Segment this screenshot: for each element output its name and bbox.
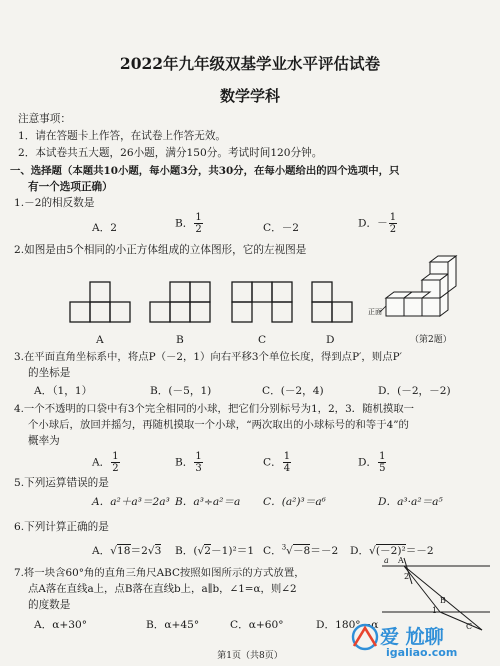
q4-line1: 4.一个不透明的口袋中有3个完全相同的小球，把它们分别标号为1，2，3．随机摸取一	[14, 403, 415, 415]
watermark-logo-icon	[348, 622, 382, 652]
q7-option-c: C．α+60°	[230, 619, 284, 631]
q6-b-prefix: B．(	[175, 545, 198, 557]
q2-label-b: B	[176, 334, 184, 346]
q7-option-a: A．α+30°	[34, 619, 88, 631]
exam-title: 2022年九年级双基学业水平评估试卷	[119, 54, 381, 73]
q5-stem: 5.下列运算错误的是	[14, 477, 109, 489]
q4-line2: 个小球后，放回并摇匀，再随机摸取一个小球，“两次取出的小球标号的和等于4”的	[28, 419, 409, 431]
q2-view-b	[150, 282, 210, 322]
q1-option-b	[175, 212, 204, 235]
q6-a-radicand2: 3	[154, 545, 162, 557]
q4-d-fraction	[378, 451, 386, 474]
watermark-text: 爱 尬聊	[380, 626, 444, 648]
notice-item-2: 2．本试卷共五大题，26小题，满分150分。考试时间120分钟。	[18, 147, 323, 159]
q4-d-num: 1	[379, 451, 386, 462]
q7-line2: 点A落在直线a上，点B落在直线b上，a∥b，∠1=α，则∠2	[28, 583, 297, 595]
q2-label-c: C	[258, 334, 267, 346]
q2-view-a	[70, 282, 130, 322]
q6-option-a: A．√18＝2√3	[92, 545, 162, 557]
q2-view-c	[232, 282, 292, 322]
q5-option-c: C．(a²)³＝a⁶	[263, 496, 326, 508]
q4-b-num: 1	[195, 451, 202, 462]
q1-b-fraction	[194, 212, 202, 235]
q3-option-c: C．(－2，4)	[262, 385, 324, 397]
q2-solid-figure	[378, 262, 468, 326]
q6-option-c: C．$^3$√－8＝－2	[263, 543, 339, 557]
q6-b-rest: －1)²＝1	[211, 545, 255, 557]
q3-option-b: B．(－5，1)	[150, 385, 212, 397]
q7-line1: 7.将一块含60°角的直角三角尺ABC按照如图所示的方式放置，	[14, 567, 305, 579]
q1-stem: 1.－2的相反数是	[14, 197, 95, 209]
notice-item-1: 1．请在答题卡上作答，在试卷上作答无效。	[18, 130, 227, 142]
q4-option-d	[358, 451, 387, 474]
q7-fig-label-a: a	[384, 556, 389, 565]
q6-a-radicand: 18	[117, 545, 131, 557]
q6-a-prefix: A．	[92, 545, 111, 557]
q4-c-num: 1	[283, 451, 291, 462]
q4-d-prefix: D．	[358, 456, 378, 469]
q7-fig-label-2: 2	[404, 572, 410, 581]
q3-option-a: A．（1，1）	[34, 385, 93, 397]
q7-fig-label-C: C	[466, 622, 473, 631]
page-footer: 第1页（共8页）	[217, 651, 283, 661]
q6-a-rest: ＝2	[130, 545, 148, 557]
q1-b-prefix: B．	[175, 217, 194, 230]
q1-d-den: 2	[389, 224, 397, 235]
q4-c-prefix: C．	[263, 456, 282, 469]
q6-b-radicand: 2	[204, 545, 212, 557]
q2-front-label: 正面	[368, 308, 382, 316]
q6-option-d: D．√(－2)²＝－2	[350, 545, 434, 557]
q2-figure-caption: （第2题）	[410, 335, 452, 345]
q4-a-fraction	[111, 451, 119, 474]
q4-option-a	[92, 451, 121, 474]
q6-d-prefix: D．	[350, 545, 370, 557]
q1-d-fraction	[389, 212, 397, 235]
q7-option-b: B．α+45°	[146, 619, 200, 631]
q4-c-fraction	[283, 451, 291, 474]
q1-b-den: 2	[195, 224, 202, 235]
q4-a-prefix: A．	[92, 456, 111, 469]
q5-option-b: B．a³÷a²＝a	[175, 496, 241, 508]
q4-a-num: 1	[112, 451, 119, 462]
subject-title: 数学学科	[219, 87, 280, 105]
q1-option-a: A．2	[92, 222, 117, 234]
q6-d-radicand: (－2)²	[375, 545, 406, 557]
q1-d-prefix: D．－	[358, 217, 388, 230]
q3-option-d: D．(－2，－2)	[378, 385, 451, 397]
q6-d-rest: ＝－2	[405, 545, 434, 557]
q1-b-num: 1	[195, 212, 202, 223]
q4-b-prefix: B．	[175, 456, 194, 469]
q3-line1: 3.在平面直角坐标系中，将点P（－2，1）向右平移3个单位长度，得到点P′，则点P′	[14, 351, 402, 363]
q2-stem: 2.如图是由5个相同的小正方体组成的立体图形，它的左视图是	[14, 244, 307, 256]
q4-d-den: 5	[379, 463, 386, 474]
q4-c-den: 4	[283, 463, 291, 474]
q4-line3: 概率为	[28, 435, 60, 447]
q6-c-radicand: －8	[292, 545, 311, 557]
watermark-url: igaliao.com	[386, 646, 458, 659]
q4-a-den: 2	[112, 463, 119, 474]
q6-c-rest: ＝－2	[310, 545, 339, 557]
q7-fig-label-1: 1	[432, 606, 438, 615]
q1-option-c: C．－2	[263, 222, 300, 234]
q2-label-d: D	[326, 334, 335, 346]
q4-b-den: 3	[195, 463, 202, 474]
q5-option-a: A．a²＋a³＝2a³	[92, 496, 170, 508]
q7-option-d: D．180°－α	[316, 619, 379, 631]
q4-option-b	[175, 451, 204, 474]
q6-stem: 6.下列计算正确的是	[14, 521, 109, 533]
q1-d-num: 1	[389, 212, 397, 223]
section-heading-line2: 有一个选项正确）	[28, 181, 113, 193]
q7-line3: 的度数是	[28, 599, 71, 611]
q6-option-b: B．(√2－1)²＝1	[175, 545, 255, 557]
q7-fig-label-B: B	[440, 596, 446, 605]
q4-option-c	[263, 451, 292, 474]
q6-c-prefix: C．	[263, 545, 282, 557]
notice-heading: 注意事项：	[18, 113, 71, 125]
q6-c-index: 3	[281, 543, 287, 552]
q2-view-d	[312, 282, 352, 322]
q7-fig-label-A: A	[398, 556, 404, 565]
q5-option-d: D．a³·a²＝a⁵	[378, 496, 443, 508]
q2-label-a: A	[96, 334, 104, 346]
section-heading-line1: 一、选择题（本题共10小题，每小题3分，共30分，在每小题给出的四个选项中，只	[10, 165, 400, 177]
q4-b-fraction	[194, 451, 202, 474]
q3-line2: 的坐标是	[28, 367, 71, 379]
q1-option-d	[358, 212, 398, 235]
